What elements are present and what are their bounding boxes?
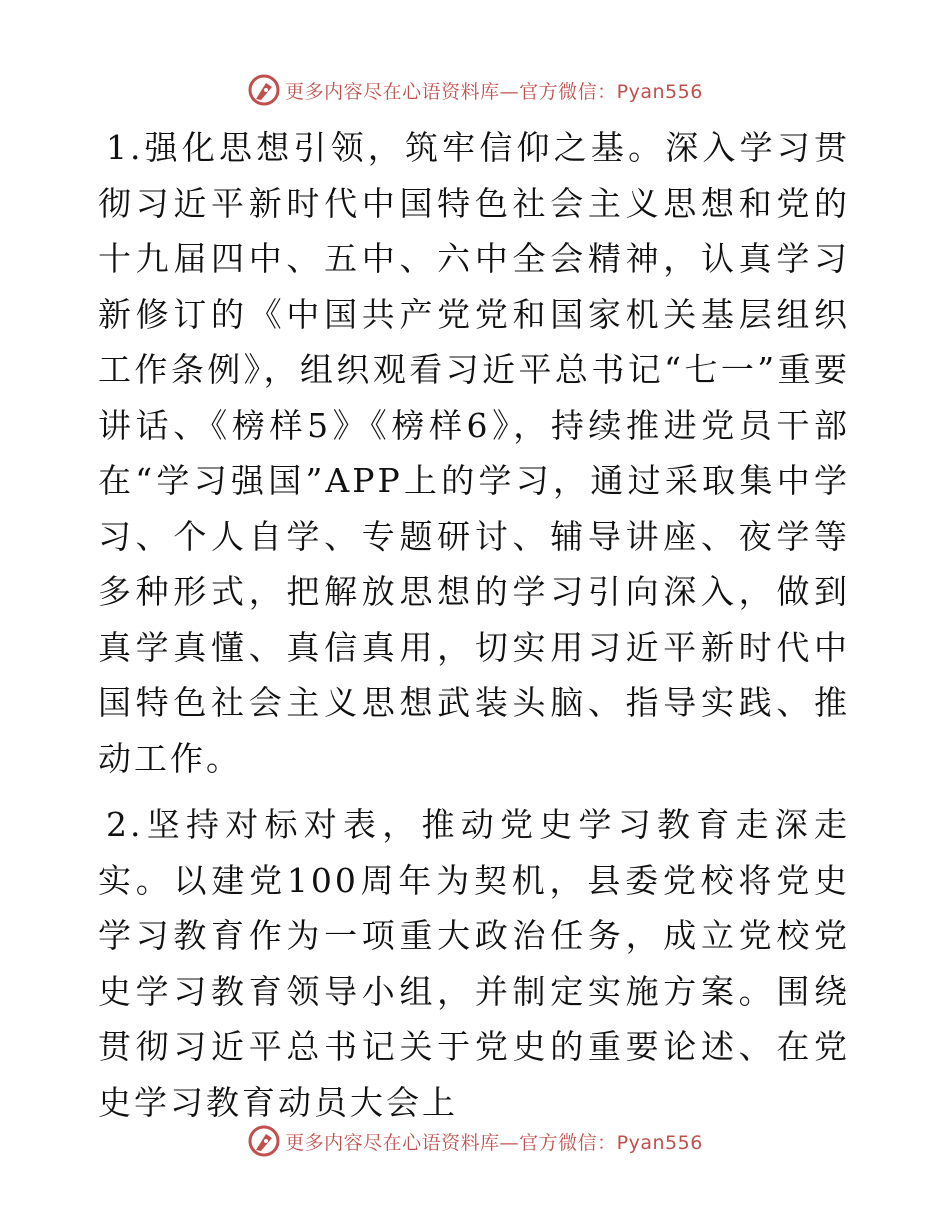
header-banner	[0, 70, 950, 110]
paragraph-2: 2.坚持对标对表，推动党史学习教育走深走实。以建党100周年为契机，县委党校将党史学习教育作为一项重大政治任务，成立党校党史学习教育领导小组，并制定实施方案。围绕贯彻习近平总书记关于党史的重要论述、在党史学习教育动员大会上	[98, 805, 850, 1122]
wechat-id: Pyan556	[616, 80, 703, 103]
banner-text	[285, 1128, 703, 1155]
paragraph-1: 1.强化思想引领，筑牢信仰之基。深入学习贯彻习近平新时代中国特色社会主义思想和党的十九届四中、五中、六中全会精神，认真学习新修订的《中国共产党党和国家机关基层组织工作条例》，组织观看习近平总书记“七一”重要讲话、《榜样5》《榜样6》，持续推进党员干部在“学习强国”APP上的学习，通过采取集中学习、个人自学、专题研讨、辅导讲座、夜学等多种形式，把解放思想的学习引向深入，做到真学真懂、真信真用，切实用习近平新时代中国特色社会主义思想武装头脑、指导实践、推动工作。	[98, 128, 850, 778]
wechat-id: Pyan556	[616, 1131, 703, 1154]
footer-banner	[0, 1121, 950, 1161]
banner-text	[285, 77, 703, 104]
document-body	[98, 120, 850, 1130]
pen-nib-circle-icon	[247, 73, 281, 107]
pen-nib-circle-icon	[247, 1124, 281, 1158]
banner-slogan: 更多内容尽在心语资料库—官方微信：	[285, 80, 617, 103]
banner-slogan: 更多内容尽在心语资料库—官方微信：	[285, 1131, 617, 1154]
